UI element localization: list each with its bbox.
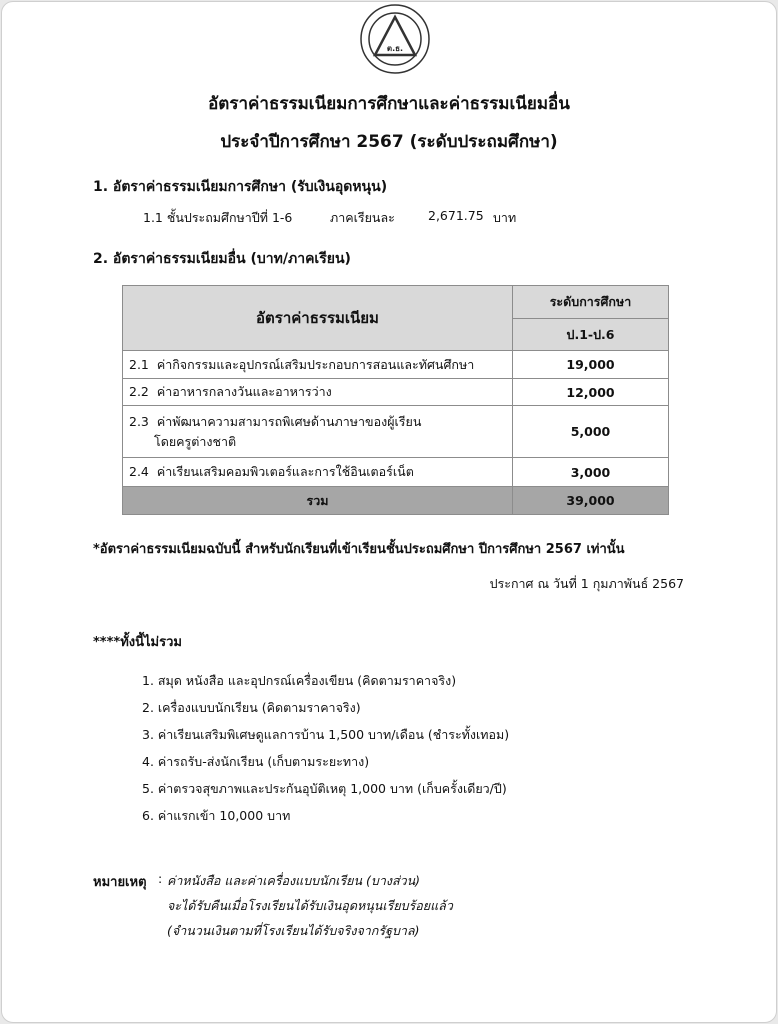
row-number: 2.4 <box>129 464 149 479</box>
level-subheader: ป.1-ป.6 <box>513 319 669 351</box>
exclusion-item: 4. ค่ารถรับ-ส่งนักเรียน (เก็บตามระยะทาง) <box>142 754 370 769</box>
remark-line: จะได้รับคืนเมื่อโรงเรียนได้รับเงินอุดหนุนเรียบร้อยแล้ว <box>167 898 453 913</box>
school-logo <box>359 3 431 75</box>
exclusion-item: 1. สมุด หนังสือ และอุปกรณ์เครื่องเขียน (คิดตามราคาจริง) <box>142 673 457 688</box>
table-row <box>123 406 669 458</box>
total-label: รวม <box>123 487 513 515</box>
row-number: 2.1 <box>129 356 149 372</box>
remark-separator: : <box>158 871 163 886</box>
announce-date: ประกาศ ณ วันที่ 1 กุมภาพันธ์ 2567 <box>489 576 684 591</box>
fee-col-header: อัตราค่าธรรมเนียม <box>123 286 513 351</box>
tuition-amount: 2,671.75 <box>428 208 484 223</box>
table-row <box>123 379 669 406</box>
total-value: 39,000 <box>513 487 669 515</box>
remark-label: หมายเหตุ <box>93 875 147 890</box>
section1-heading: 1. อัตราค่าธรรมเนียมการศึกษา (รับเงินอุดหนุน) <box>93 179 388 195</box>
svg-text:ต.ธ.: ต.ธ. <box>386 44 404 53</box>
row-label: ค่าพัฒนาความสามารถพิเศษด้านภาษาของผู้เรียน <box>156 413 422 429</box>
exclusion-item: 5. ค่าตรวจสุขภาพและประกันอุบัติเหตุ 1,000 บาท (เก็บครั้งเดียว/ปี) <box>142 781 507 796</box>
row-value: 12,000 <box>513 379 669 406</box>
row-number: 2.2 <box>129 384 149 399</box>
exclusion-item: 3. ค่าเรียนเสริมพิเศษดูแลการบ้าน 1,500 บาท/เดือน (ชำระทั้งเทอม) <box>142 727 510 742</box>
table-row <box>123 351 669 379</box>
tuition-item-label: 1.1 ชั้นประถมศึกษาปีที่ 1-6 <box>143 210 293 225</box>
table-row <box>123 458 669 487</box>
section2-heading: 2. อัตราค่าธรรมเนียมอื่น (บาท/ภาคเรียน) <box>93 251 351 267</box>
tuition-unit: บาท <box>493 210 517 225</box>
row-value: 3,000 <box>513 458 669 487</box>
total-row <box>123 487 669 515</box>
row-label: ค่าเรียนเสริมคอมพิวเตอร์และการใช้อินเตอร์เน็ต <box>156 464 414 479</box>
page-title: อัตราค่าธรรมเนียมการศึกษาและค่าธรรมเนียมอื่น <box>208 94 570 114</box>
row-label: ค่ากิจกรรมและอุปกรณ์เสริมประกอบการสอนและทัศนศึกษา <box>156 356 475 372</box>
tuition-per-label: ภาคเรียนละ <box>330 210 395 225</box>
remark-line: ค่าหนังสือ และค่าเครื่องแบบนักเรียน (บางส่วน) <box>167 873 421 888</box>
page-subtitle: ประจำปีการศึกษา 2567 (ระดับประถมศึกษา) <box>220 132 558 152</box>
footnote: *อัตราค่าธรรมเนียมฉบับนี้ สำหรับนักเรียนที่เข้าเรียนชั้นประถมศึกษา ปีการศึกษา 2567 เท่านั้น <box>93 542 625 557</box>
level-col-header: ระดับการศึกษา <box>513 286 669 319</box>
row-label: ค่าอาหารกลางวันและอาหารว่าง <box>156 384 332 399</box>
row-number: 2.3 <box>129 413 149 429</box>
exclusion-item: 6. ค่าแรกเข้า 10,000 บาท <box>142 808 291 823</box>
row-value: 19,000 <box>513 351 669 379</box>
row-value: 5,000 <box>513 406 669 458</box>
fee-table <box>122 285 669 515</box>
exclusions-heading: ****ทั้งนี้ไม่รวม <box>93 635 182 650</box>
row-label-cont: โดยครูต่างชาติ <box>154 433 237 449</box>
remark-line: (จำนวนเงินตามที่โรงเรียนได้รับจริงจากรัฐบาล) <box>167 923 420 938</box>
exclusion-item: 2. เครื่องแบบนักเรียน (คิดตามราคาจริง) <box>142 700 361 715</box>
